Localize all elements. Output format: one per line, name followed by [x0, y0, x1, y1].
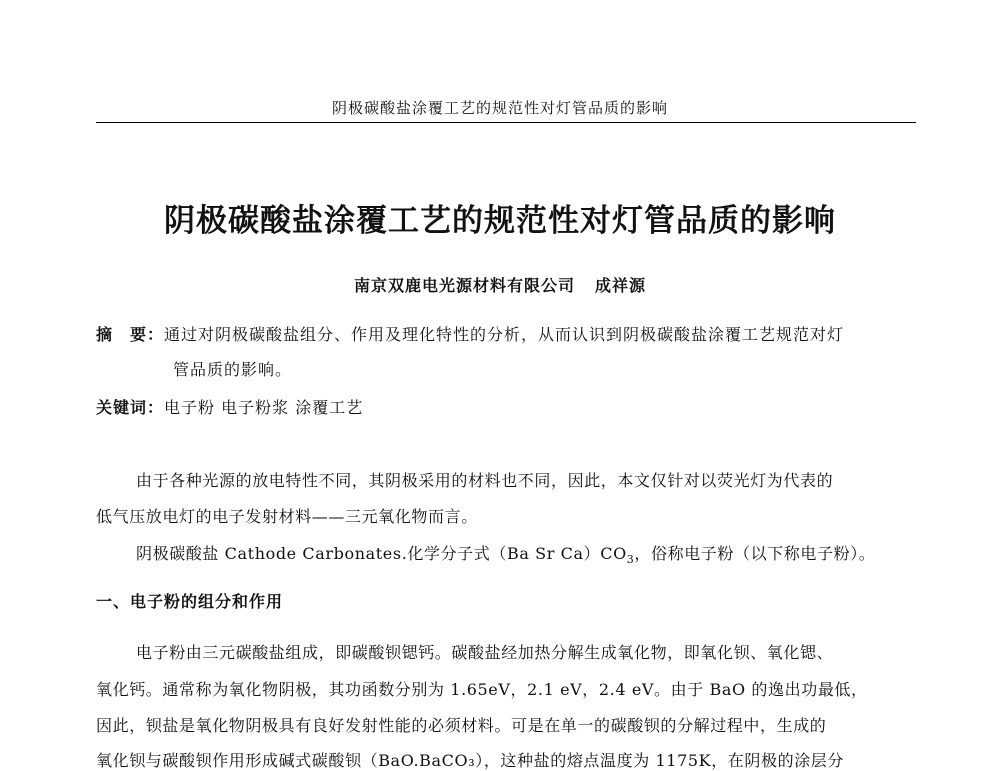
intro-line-3-post: ，俗称电子粉（以下称电子粉）。 [634, 544, 876, 563]
abstract-label: 摘 要： [96, 325, 165, 344]
intro-line-3-pre: 阴极碳酸盐 Cathode Carbonates.化学分子式（Ba Sr Ca）CO [136, 544, 627, 563]
section1-line-2: 氧化钙。通常称为氧化物阴极，其功函数分别为 1.65eV，2.1 eV，2.4 eV。由于 BaO 的逸出功最低， [96, 680, 868, 699]
intro-line-1: 由于各种光源的放电特性不同，其阴极采用的材料也不同，因此，本文仅针对以荧光灯为代表的 [136, 471, 834, 490]
intro-line-3 [136, 541, 875, 566]
byline [0, 273, 1000, 296]
keywords-text: 电子粉 电子粉浆 涂覆工艺 [164, 398, 364, 417]
header-rule [96, 122, 916, 123]
section1-line-1: 电子粉由三元碳酸盐组成，即碳酸钡锶钙。碳酸盐经加热分解生成氧化物，即氧化钡、氧化锶、 [136, 643, 834, 662]
affiliation: 南京双鹿电光源材料有限公司 [353, 276, 575, 295]
keywords [96, 395, 363, 418]
running-header: 阴极碳酸盐涂覆工艺的规范性对灯管品质的影响 [331, 99, 668, 117]
section1-line-3: 因此，钡盐是氧化物阴极具有良好发射性能的必须材料。可是在单一的碳酸钡的分解过程中，生成的 [96, 716, 827, 735]
keywords-label: 关键词： [96, 398, 165, 417]
author: 成祥源 [595, 276, 647, 295]
abstract [96, 322, 844, 345]
article-title: 阴极碳酸盐涂覆工艺的规范性对灯管品质的影响 [164, 203, 836, 239]
intro-line-3-sub: 3 [626, 553, 635, 567]
section1-line-4: 氧化钡与碳酸钡作用形成碱式碳酸钡（BaO.BaCO₃），这种盐的熔点温度为 1175K，在阴极的涂层分 [96, 751, 844, 770]
intro-line-2: 低气压放电灯的电子发射材料——三元氧化物而言。 [96, 507, 478, 526]
section-heading-1: 一、电子粉的组分和作用 [96, 592, 284, 611]
abstract-text-line1: 通过对阴极碳酸盐组分、作用及理化特性的分析，从而认识到阴极碳酸盐涂覆工艺规范对灯 [164, 325, 845, 344]
abstract-text-line2: 管品质的影响。 [173, 360, 293, 379]
